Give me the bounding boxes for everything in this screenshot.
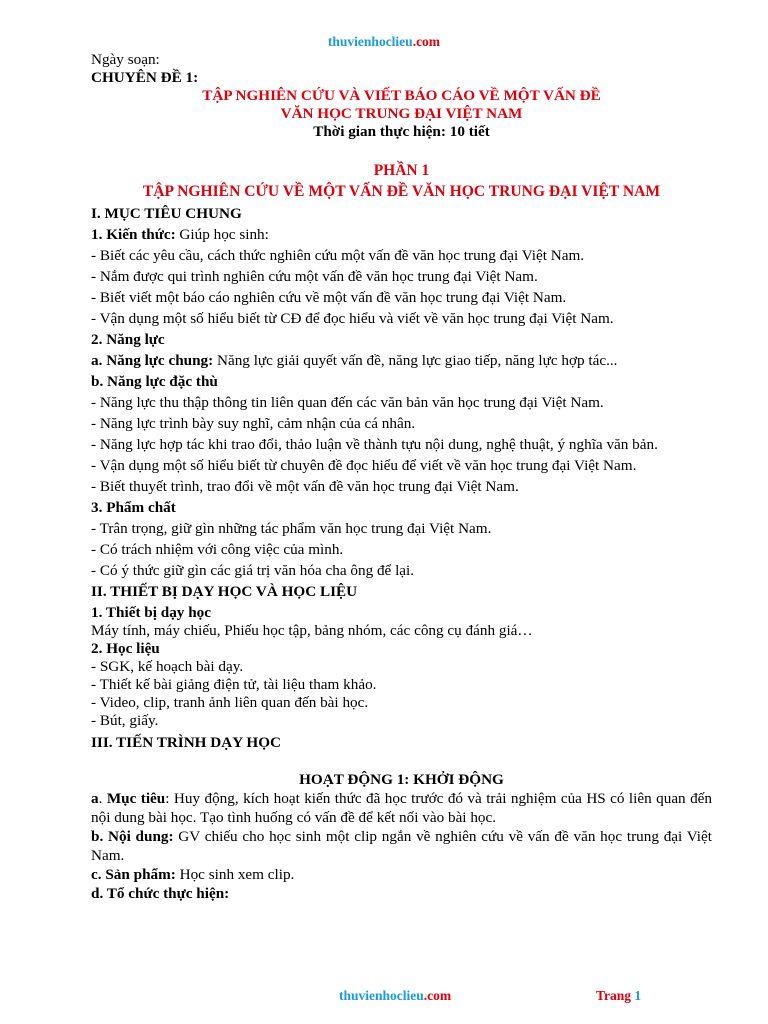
- material-item: - Video, clip, tranh ảnh liên quan đến bài học.: [91, 694, 369, 711]
- content-paragraph: [91, 827, 712, 865]
- knowledge-line: [91, 224, 712, 245]
- knowledge-item: - Biết các yêu cầu, cách thức nghiên cứu một vấn đề văn học trung đại Việt Nam.: [91, 247, 585, 264]
- part-label: PHẦN 1: [373, 162, 430, 179]
- specific-ability-item: - Năng lực thu thập thông tin liên quan đến các văn bản văn học trung đại Việt Nam.: [91, 394, 604, 411]
- page-label: Trang: [596, 988, 635, 1003]
- general-ability-line: [91, 350, 712, 371]
- specific-ability-item: - Năng lực trình bày suy nghĩ, cảm nhận của cá nhân.: [91, 415, 416, 432]
- quality-heading: 3. Phẩm chất: [91, 499, 176, 516]
- quality-item: - Trân trọng, giữ gìn những tác phẩm văn học trung đại Việt Nam.: [91, 520, 492, 537]
- knowledge-item: - Vận dụng một số hiểu biết từ CĐ để đọc hiểu và viết về văn học trung đại Việt Nam.: [91, 310, 614, 327]
- footer-site: thuvienhoclieu: [339, 988, 424, 1003]
- equipment-text: Máy tính, máy chiếu, Phiếu học tập, bảng nhóm, các công cụ đánh giá…: [91, 622, 533, 639]
- knowledge-item: - Nắm được qui trình nghiên cứu một vấn đề văn học trung đại Việt Nam.: [91, 268, 538, 285]
- knowledge-label: 1. Kiến thức:: [91, 226, 176, 243]
- organization-heading: d. Tổ chức thực hiện:: [91, 885, 230, 902]
- site-tld: .com: [412, 34, 441, 49]
- equipment-heading: 1. Thiết bị dạy học: [91, 604, 211, 621]
- section-1-heading: I. MỤC TIÊU CHUNG: [91, 205, 242, 222]
- document-title-line-1: TẬP NGHIÊN CỨU VÀ VIẾT BÁO CÁO VỀ MỘT VẤN ĐỀ: [202, 87, 601, 104]
- ability-heading: 2. Năng lực: [91, 331, 165, 348]
- specific-ability-item: - Biết thuyết trình, trao đổi về một vấn đề văn học trung đại Việt Nam.: [91, 478, 519, 495]
- goal-letter: a: [91, 790, 99, 807]
- site-name: thuvienhoclieu: [327, 34, 413, 49]
- material-heading: 2. Học liệu: [91, 640, 160, 657]
- product-text: Học sinh xem clip.: [175, 866, 295, 883]
- specific-ability-item: - Vận dụng một số hiểu biết từ chuyên đề đọc hiểu để viết về văn học trung đại Việt Nam.: [91, 457, 637, 474]
- goal-label: Mục tiêu: [106, 790, 166, 807]
- specific-ability-item: - Năng lực hợp tác khi trao đổi, thảo luận về thành tựu nội dung, nghệ thuật, ý nghĩa văn bản.: [91, 436, 658, 453]
- section-3-heading: III. TIẾN TRÌNH DẠY HỌC: [91, 734, 282, 751]
- specific-ability-heading: b. Năng lực đặc thù: [91, 373, 218, 390]
- time-allocation: Thời gian thực hiện: 10 tiết: [313, 123, 490, 140]
- section-2-heading: II. THIẾT BỊ DẠY HỌC VÀ HỌC LIỆU: [91, 583, 358, 600]
- knowledge-item: - Biết viết một báo cáo nghiên cứu về một vấn đề văn học trung đại Việt Nam.: [91, 289, 567, 306]
- goal-text: : Huy động, kích hoạt kiến thức đã học trước đó và trải nghiệm của HS có liên quan đến nội dung bài học. Tạo tình huống có vấn đề để kết nối vào bài học.: [91, 790, 713, 826]
- content-label: b. Nội dung:: [91, 828, 174, 845]
- material-item: - Thiết kế bài giảng điện tử, tài liệu tham khảo.: [91, 676, 377, 693]
- material-item: - SGK, kế hoạch bài dạy.: [91, 658, 244, 675]
- general-ability-label: a. Năng lực chung:: [91, 352, 214, 369]
- part-title: TẬP NGHIÊN CỨU VỀ MỘT VẤN ĐỀ VĂN HỌC TRUNG ĐẠI VIỆT NAM: [142, 183, 661, 200]
- knowledge-text: Giúp học sinh:: [175, 226, 269, 243]
- header-site-name: [0, 34, 768, 50]
- page-number: [596, 988, 641, 1004]
- activity-title: HOẠT ĐỘNG 1: KHỞI ĐỘNG: [299, 771, 504, 788]
- ngay-soan: Ngày soạn:: [91, 51, 160, 68]
- footer-tld: .com: [423, 988, 452, 1003]
- document-body: [91, 51, 712, 903]
- goal-sep: .: [98, 790, 107, 807]
- quality-item: - Có trách nhiệm với công việc của mình.: [91, 541, 344, 558]
- product-line: [91, 865, 712, 884]
- quality-item: - Có ý thức giữ gìn các giá trị văn hóa cha ông để lại.: [91, 562, 415, 579]
- page-number-value: 1: [634, 988, 642, 1003]
- document-title-line-2: VĂN HỌC TRUNG ĐẠI VIỆT NAM: [280, 105, 523, 122]
- product-label: c. Sản phẩm:: [91, 866, 176, 883]
- footer-site-name: [339, 988, 451, 1004]
- material-item: - Bút, giấy.: [91, 712, 159, 729]
- chuyen-de-label: CHUYÊN ĐỀ 1:: [91, 69, 199, 86]
- content-text: GV chiếu cho học sinh một clip ngắn về nghiên cứu về vấn đề văn học trung đại Việt Nam.: [91, 828, 712, 864]
- general-ability-text: Năng lực giải quyết vấn đề, năng lực giao tiếp, năng lực hợp tác...: [213, 352, 618, 369]
- goal-paragraph: [91, 789, 712, 827]
